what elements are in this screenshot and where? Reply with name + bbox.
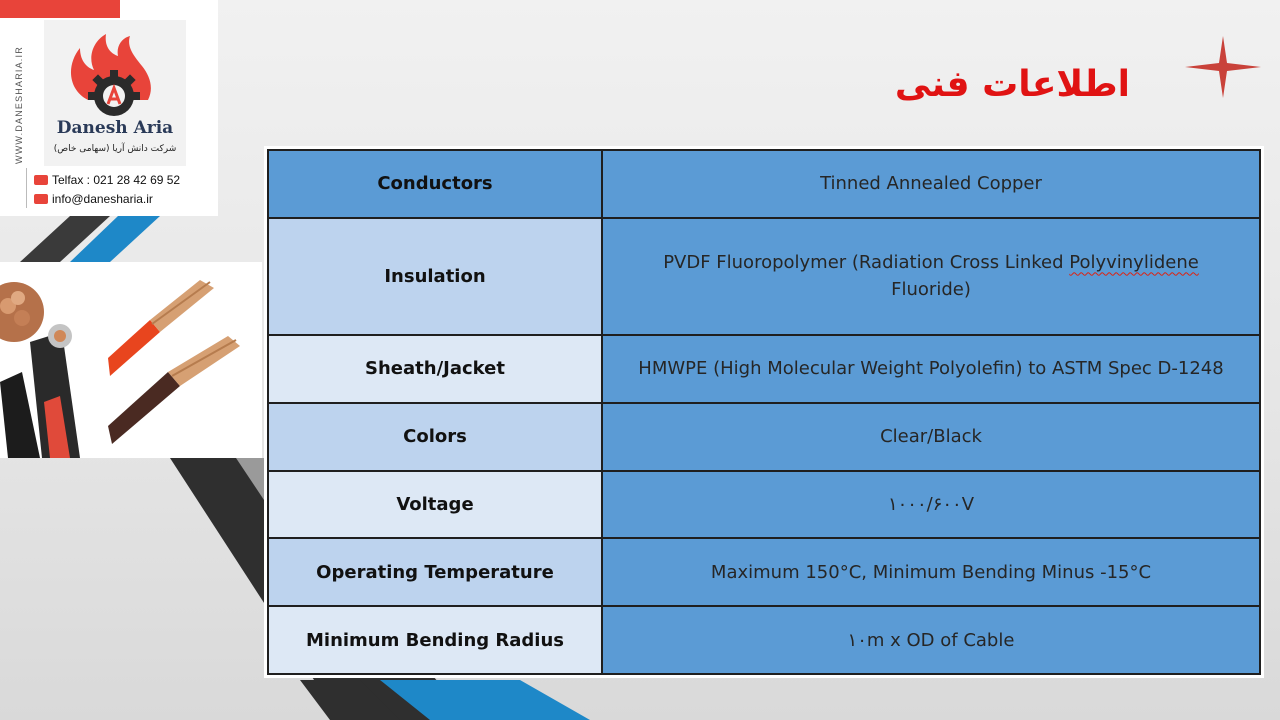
spec-label: Colors [268,403,602,471]
table-row [268,538,1260,606]
telfax-text: Telfax : 021 28 42 69 52 [52,173,181,187]
star-icon [1185,36,1261,98]
cable-photo [0,262,262,458]
logo-accent-bar [0,0,120,18]
spec-value: ۱۰۰۰/۶۰۰V [602,471,1260,539]
table-row [268,335,1260,403]
spec-value: Tinned Annealed Copper [602,150,1260,218]
spec-value: Maximum 150°C, Minimum Bending Minus -15°C [602,538,1260,606]
specs-table-container [264,146,1264,678]
brand-subtitle: شرکت دانش آریا (سهامی خاص) [53,144,177,154]
telfax-line [34,173,180,187]
logo-emblem-icon [58,30,168,120]
table-row [268,218,1260,335]
spec-value-text: PVDF Fluoropolymer (Radiation Cross Linked [663,252,1070,274]
email-line [34,192,153,206]
spec-value: Clear/Black [602,403,1260,471]
company-logo-card [0,0,218,216]
mail-icon [34,194,48,204]
spec-label: Sheath/Jacket [268,335,602,403]
page-title: اطلاعات فنی [894,64,1130,105]
spec-label: Minimum Bending Radius [268,606,602,674]
spec-label: Conductors [268,150,602,218]
cable-illustration [0,262,262,458]
spec-value: ۱۰m x OD of Cable [602,606,1260,674]
spellcheck-flagged-word: Polyvinylidene [1069,252,1199,274]
spec-label: Voltage [268,471,602,539]
phone-icon [34,175,48,185]
spec-value: HMWPE (High Molecular Weight Polyolefin) to ASTM Spec D-1248 [602,335,1260,403]
table-row [268,471,1260,539]
spec-value-text: Fluoride) [891,279,971,301]
spec-label: Operating Temperature [268,538,602,606]
table-row [268,403,1260,471]
email-text[interactable]: info@danesharia.ir [52,192,153,206]
logo-panel [44,20,186,166]
website-url: WWW.DANESHARIA.IR [14,46,24,164]
table-row [268,606,1260,674]
spec-label: Insulation [268,218,602,335]
specs-table [267,149,1261,675]
spec-value [602,218,1260,335]
contact-divider [26,168,27,208]
brand-name: Danesh Aria [56,118,174,138]
table-row [268,150,1260,218]
